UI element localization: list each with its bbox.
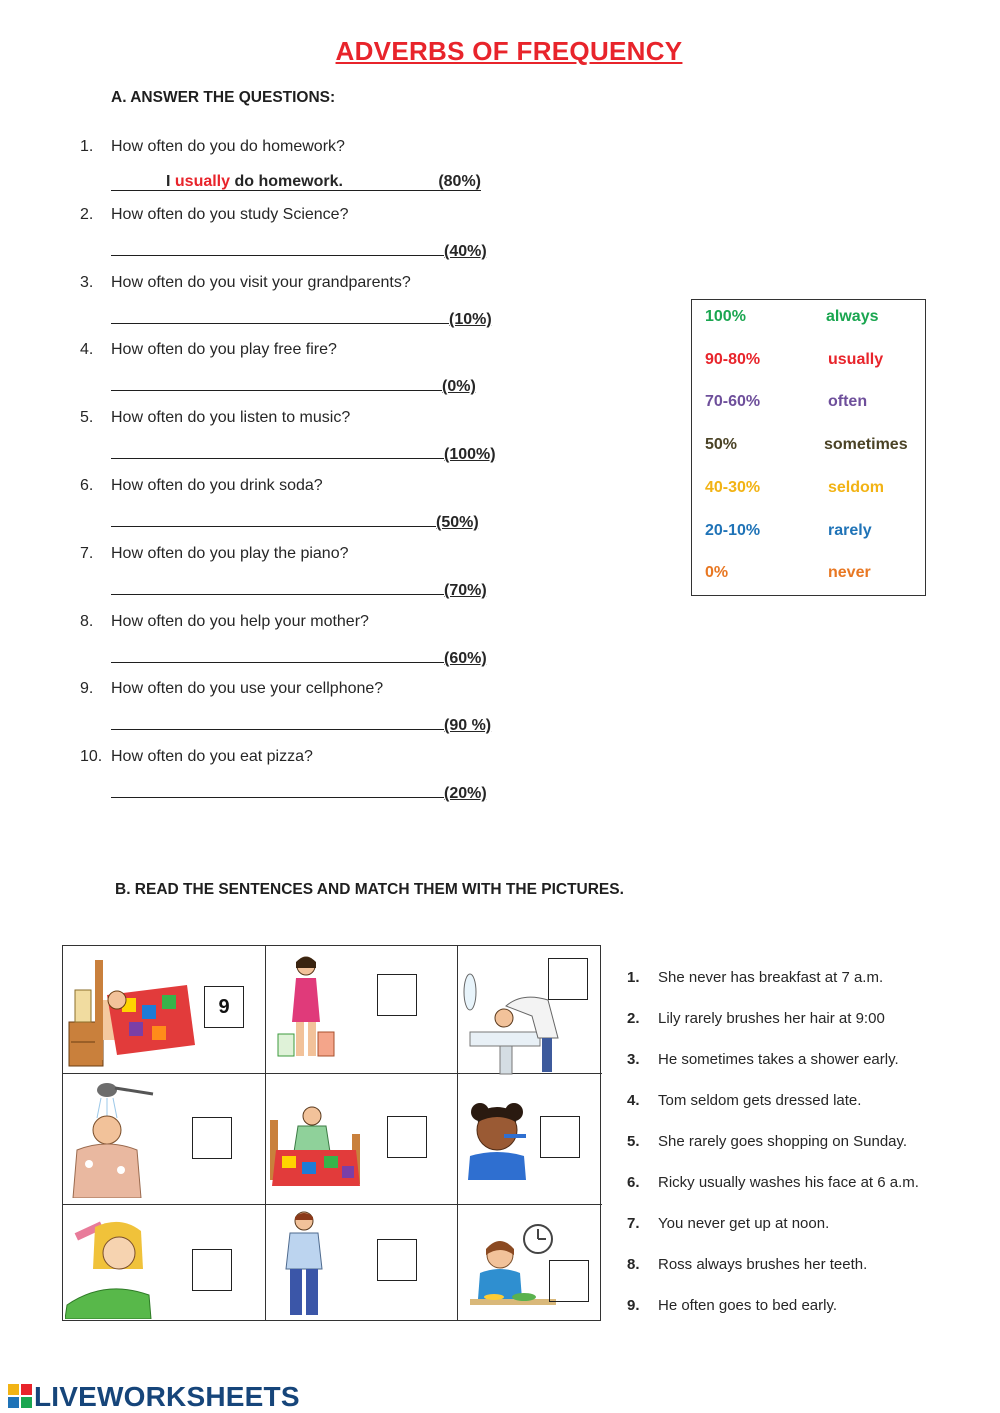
- legend-percentage: 0%: [705, 564, 729, 582]
- legend-adverb: always: [826, 308, 879, 325]
- sentence-text: Ricky usually washes his face at 6 a.m.: [658, 1174, 919, 1191]
- legend-percentage: 70-60%: [705, 393, 761, 411]
- legend-adverb: rarely: [828, 521, 872, 539]
- answer-blank-input[interactable]: [111, 444, 444, 459]
- answer-blank-input[interactable]: [111, 512, 436, 527]
- picture-grid: [62, 945, 601, 1321]
- section-a-heading: A. ANSWER THE QUESTIONS:: [111, 89, 336, 106]
- answer-box-3[interactable]: [548, 958, 588, 1000]
- legend-row: [692, 308, 925, 330]
- answer-line: [111, 241, 487, 261]
- sick-in-bed-illustration: [67, 950, 197, 1072]
- answer-blank-input[interactable]: [111, 241, 444, 256]
- answer-blank-input[interactable]: [111, 715, 444, 730]
- answer-percentage: (100%): [444, 446, 496, 463]
- page-title: ADVERBS OF FREQUENCY: [335, 36, 683, 66]
- sentence-text: She never has breakfast at 7 a.m.: [658, 969, 884, 986]
- legend-row: [692, 479, 925, 501]
- answer-blank-input[interactable]: [111, 309, 449, 324]
- question-text: How often do you help your mother?: [111, 613, 369, 630]
- legend-row: [692, 436, 925, 458]
- question-number: 2.: [80, 206, 94, 223]
- legend-adverb: seldom: [828, 478, 885, 496]
- picture-cell-shower: [63, 1074, 266, 1205]
- example-answer-end: do homework.: [230, 173, 343, 190]
- legend-adverb: usually: [828, 350, 884, 368]
- sentence-text: He sometimes takes a shower early.: [658, 1051, 899, 1068]
- legend-adverb: never: [828, 564, 871, 582]
- sentence-number: 7.: [627, 1215, 640, 1232]
- getting-up-illustration: [268, 1104, 362, 1194]
- example-answer-adverb: usually: [174, 173, 231, 190]
- picture-cell-sick-in-bed: [63, 946, 266, 1074]
- legend-percentage: 100%: [705, 308, 746, 325]
- answer-percentage: (0%): [442, 378, 476, 395]
- question-number: 6.: [80, 477, 94, 494]
- example-answer-start: I: [166, 173, 175, 190]
- answer-blank-input[interactable]: [111, 580, 444, 595]
- frequency-legend: [691, 299, 926, 596]
- sentence-number: 9.: [627, 1297, 640, 1314]
- getting-dressed-illustration: [274, 1209, 336, 1319]
- picture-cell-washing-face: [458, 946, 602, 1074]
- sentence-text: Ross always brushes her teeth.: [658, 1256, 868, 1273]
- picture-cell-breakfast: [458, 1205, 602, 1321]
- legend-percentage: 40-30%: [705, 478, 761, 496]
- answer-box-6[interactable]: [540, 1116, 580, 1158]
- answer-line: [111, 580, 487, 600]
- question-number: 1.: [80, 138, 94, 155]
- brushing-hair-illustration: [65, 1209, 155, 1319]
- breakfast-illustration: [464, 1215, 560, 1315]
- answer-box-2[interactable]: [377, 974, 417, 1016]
- answer-box-1[interactable]: 9: [204, 986, 244, 1028]
- legend-adverb: sometimes: [824, 436, 908, 454]
- legend-percentage: 20-10%: [705, 521, 761, 539]
- sentence-number: 8.: [627, 1256, 640, 1273]
- brushing-teeth-illustration: [464, 1100, 530, 1180]
- answer-box-8[interactable]: [377, 1239, 417, 1281]
- question-text: How often do you use your cellphone?: [111, 680, 384, 697]
- picture-cell-getting-dressed: [266, 1205, 458, 1321]
- shopping-girl-illustration: [274, 952, 344, 1070]
- picture-cell-brushing-hair: [63, 1205, 266, 1321]
- sentence-number: 2.: [627, 1010, 640, 1027]
- question-number: 10.: [80, 748, 103, 765]
- footer-brand: LIVEWORKSHEETS: [34, 1381, 300, 1412]
- answer-blank-input[interactable]: [111, 376, 442, 391]
- answer-percentage: (10%): [449, 311, 492, 328]
- question-text: How often do you play free fire?: [111, 341, 337, 358]
- legend-percentage: 50%: [705, 436, 738, 454]
- sentence-text: She rarely goes shopping on Sunday.: [658, 1133, 908, 1150]
- question-text: How often do you drink soda?: [111, 477, 323, 494]
- sentence-number: 1.: [627, 969, 640, 986]
- answer-line: [111, 444, 496, 464]
- question-number: 4.: [80, 341, 94, 358]
- answer-line: [111, 783, 487, 803]
- answer-box-9[interactable]: [549, 1260, 589, 1302]
- legend-adverb: often: [828, 393, 868, 411]
- question-text: How often do you study Science?: [111, 206, 349, 223]
- answer-percentage: (80%): [438, 173, 481, 190]
- question-number: 7.: [80, 545, 94, 562]
- sentence-number: 5.: [627, 1133, 640, 1150]
- answer-line: [111, 648, 487, 668]
- example-answer-line: [111, 173, 481, 191]
- question-number: 8.: [80, 613, 94, 630]
- sentence-text: Tom seldom gets dressed late.: [658, 1092, 862, 1109]
- question-number: 5.: [80, 409, 94, 426]
- answer-blank-input[interactable]: [111, 648, 444, 663]
- picture-cell-shopping: [266, 946, 458, 1074]
- sentence-number: 4.: [627, 1092, 640, 1109]
- answer-percentage: (60%): [444, 650, 487, 667]
- liveworksheets-logo-icon: [8, 1384, 32, 1408]
- question-text: How often do you do homework?: [111, 138, 345, 155]
- answer-line: [111, 309, 492, 329]
- question-text: How often do you eat pizza?: [111, 748, 313, 765]
- answer-box-5[interactable]: [387, 1116, 427, 1158]
- question-number: 3.: [80, 274, 94, 291]
- answer-percentage: (20%): [444, 785, 487, 802]
- question-text: How often do you play the piano?: [111, 545, 349, 562]
- answer-percentage: (40%): [444, 243, 487, 260]
- legend-row: [692, 564, 925, 586]
- legend-row: [692, 393, 925, 415]
- answer-line: [111, 715, 491, 735]
- answer-line: [111, 376, 476, 396]
- section-b-heading: B. READ THE SENTENCES AND MATCH THEM WITH THE PICTURES.: [115, 881, 624, 898]
- question-number: 9.: [80, 680, 94, 697]
- question-text: How often do you visit your grandparents?: [111, 274, 411, 291]
- question-text: How often do you listen to music?: [111, 409, 351, 426]
- answer-blank-input[interactable]: [111, 783, 444, 798]
- answer-percentage: (50%): [436, 514, 479, 531]
- answer-box-7[interactable]: [192, 1249, 232, 1291]
- legend-row: [692, 522, 925, 544]
- legend-row: [692, 351, 925, 373]
- picture-cell-get-up: [266, 1074, 458, 1205]
- picture-cell-brushing-teeth: [458, 1074, 602, 1205]
- legend-percentage: 90-80%: [705, 350, 761, 368]
- sentence-number: 3.: [627, 1051, 640, 1068]
- sentence-text: You never get up at noon.: [658, 1215, 830, 1232]
- answer-percentage: (70%): [444, 582, 487, 599]
- answer-percentage: (90 %): [444, 717, 492, 734]
- shower-illustration: [69, 1080, 159, 1198]
- sentence-text: He often goes to bed early.: [658, 1297, 838, 1314]
- answer-box-4[interactable]: [192, 1117, 232, 1159]
- sentence-number: 6.: [627, 1174, 640, 1191]
- answer-line: [111, 512, 479, 532]
- sentence-text: Lily rarely brushes her hair at 9:00: [658, 1010, 885, 1027]
